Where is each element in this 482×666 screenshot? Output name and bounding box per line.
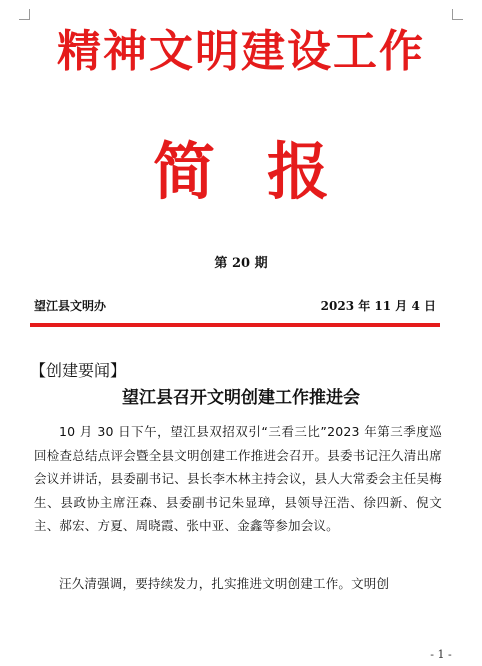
issuing-organization: 望江县文明办: [34, 299, 107, 313]
issue-number: 第 20 期: [214, 256, 268, 271]
crop-mark-top-left: [19, 9, 30, 20]
brief-title: 简报: [152, 135, 381, 208]
article-headline: 望江县召开文明创建工作推进会: [122, 388, 360, 408]
red-divider-rule: [30, 323, 440, 327]
article-paragraph: 10 月 30 日下午，望江县双招双引“三看三比”2023 年第三季度巡回检查总结点评会暨全县文明创建工作推进会召开。县委书记汪久清出席会议并讲话，县委副书记、县长李木林主持会议，县人大常委会主任吴梅生、县政协主席汪森、县委副书记朱显璋，县领导汪浩、徐四新、倪文主、郝宏、方夏、周晓霞、张中亚、金鑫等参加会议。: [34, 424, 442, 533]
page-number-label: - 1 -: [430, 648, 452, 661]
masthead-title: 精神文明建设工作: [57, 26, 425, 77]
issue-date: 2023 年 11 月 4 日: [320, 299, 436, 313]
page-number: [0, 648, 482, 662]
article-paragraph: 汪久清强调，要持续发力，扎实推进文明创建工作。文明创: [59, 576, 390, 591]
section-tag: 【创建要闻】: [30, 361, 127, 380]
crop-mark-top-right: [452, 9, 463, 20]
